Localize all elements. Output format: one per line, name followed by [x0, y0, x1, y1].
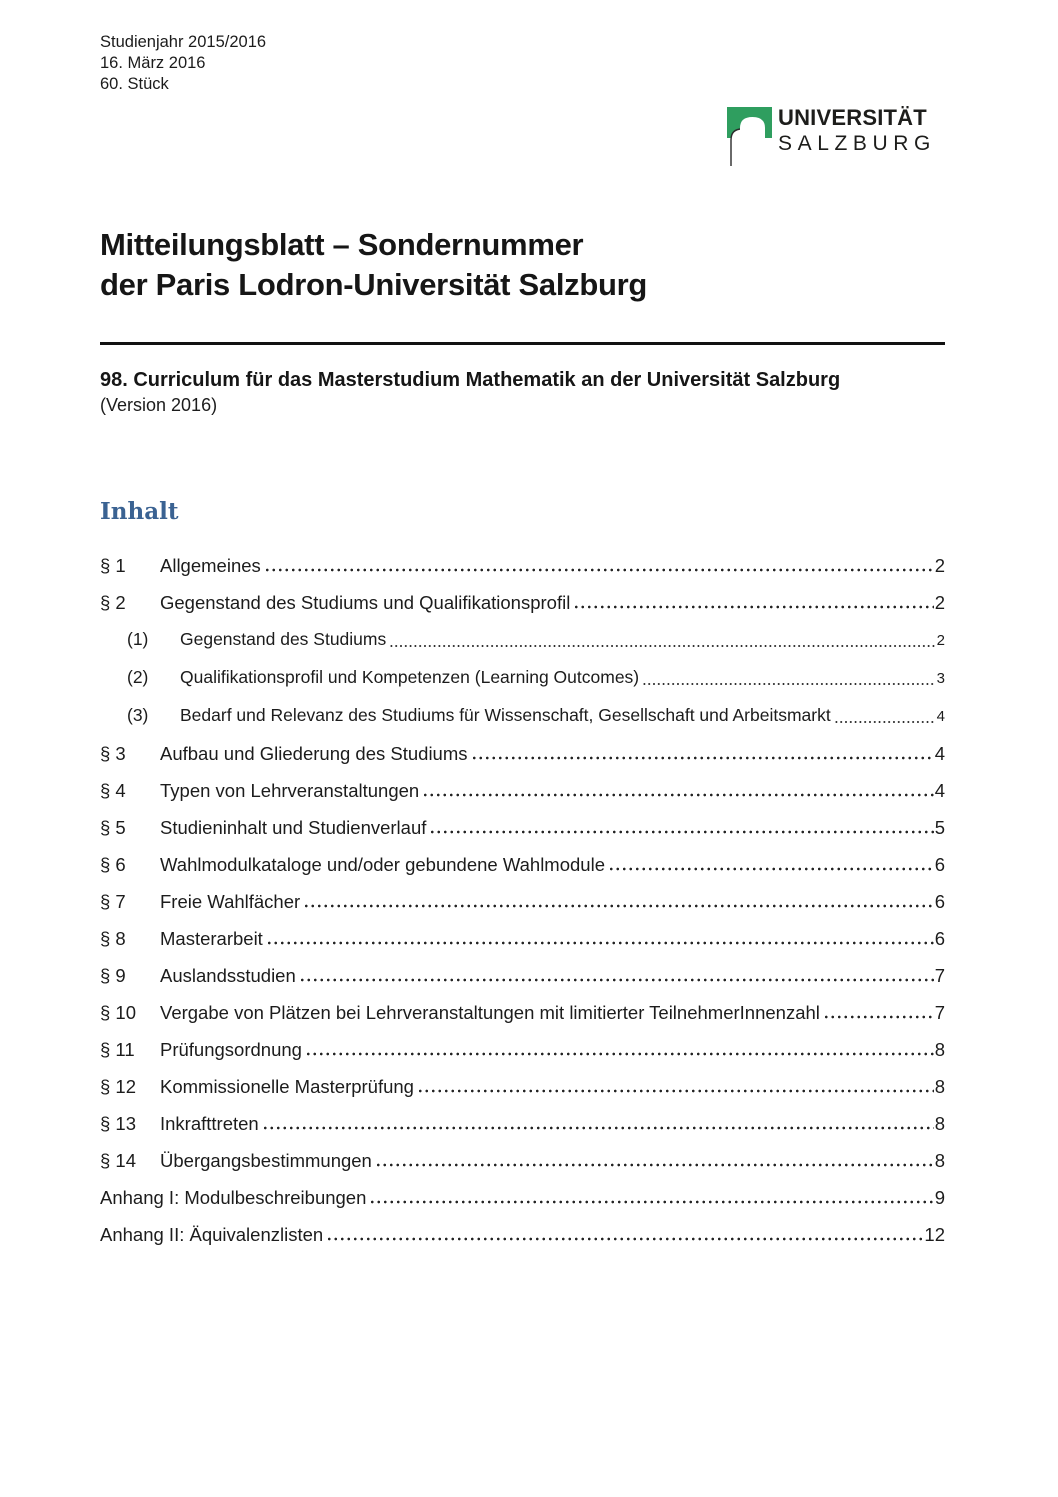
toc-entry[interactable]: [100, 1031, 945, 1068]
toc-entry-label: Bedarf und Relevanz des Studiums für Wissenschaft, Gesellschaft und Arbeitsmarkt: [180, 705, 831, 725]
toc-entry-page-number: 2: [936, 632, 945, 649]
toc-entry-label: Anhang I: Modulbeschreibungen: [100, 1187, 367, 1208]
toc-entry-page-number: 5: [934, 817, 945, 838]
toc-entry-page-number: 8: [934, 1076, 945, 1097]
toc-entry-number: (1): [127, 629, 149, 649]
toc-entry-number: (2): [127, 667, 149, 687]
issue-info: [100, 32, 266, 95]
curriculum-heading: 98. Curriculum für das Masterstudium Mathematik an der Universität Salzburg: [100, 369, 841, 391]
toc-entry[interactable]: [100, 584, 945, 621]
toc-entry-number: § 11: [100, 1039, 135, 1060]
toc-entry-page-number: 8: [934, 1150, 945, 1171]
toc-entry-label: Übergangsbestimmungen: [160, 1150, 372, 1171]
toc-entry-number: § 7: [100, 891, 126, 912]
toc-dot-leader: [389, 644, 935, 648]
page-title-line2: der Paris Lodron-Universität Salzburg: [100, 267, 648, 302]
toc-entry-page-number: 7: [934, 1002, 945, 1023]
toc-entry[interactable]: [100, 846, 945, 883]
toc-entry[interactable]: [100, 1068, 945, 1105]
toc-entry[interactable]: [100, 697, 945, 735]
toc-list: [100, 547, 945, 1253]
toc-entry-page-number: 4: [934, 780, 945, 801]
toc-entry-label: Vergabe von Plätzen bei Lehrveranstaltungen mit limitierter TeilnehmerInnenzahl: [160, 1002, 820, 1023]
toc-entry-label: Studieninhalt und Studienverlauf: [160, 817, 427, 838]
toc-entry-label: Auslandsstudien: [160, 965, 296, 986]
toc-entry-label: Prüfungsordnung: [160, 1039, 302, 1060]
toc-entry-page-number: 3: [936, 670, 945, 687]
page-content: [100, 225, 945, 1253]
university-logo: [727, 104, 936, 166]
toc-dot-leader: [573, 605, 933, 609]
toc-dot-leader: [417, 1089, 934, 1093]
toc-entry-page-number: 6: [934, 891, 945, 912]
toc-entry-number: § 5: [100, 817, 126, 838]
toc-entry-label: Gegenstand des Studiums: [180, 629, 387, 649]
toc-entry-label: Aufbau und Gliederung des Studiums: [160, 743, 468, 764]
toc-entry[interactable]: [100, 957, 945, 994]
toc-entry-page-number: 4: [934, 743, 945, 764]
toc-entry-number: § 2: [100, 592, 126, 613]
toc-entry-number: § 4: [100, 780, 126, 801]
toc-entry-page-number: 4: [936, 708, 945, 725]
toc-entry-label: Kommissionelle Masterprüfung: [160, 1076, 414, 1097]
toc-entry[interactable]: [100, 1142, 945, 1179]
toc-entry-number: § 12: [100, 1076, 137, 1097]
toc-entry-label: Anhang II: Äquivalenzlisten: [100, 1224, 324, 1245]
page-title: [100, 225, 945, 305]
logo-salzburg-text: SALZBURG: [778, 132, 936, 155]
toc-entry[interactable]: [100, 1216, 945, 1253]
toc-entry-number: § 6: [100, 854, 126, 875]
toc-dot-leader: [422, 793, 934, 797]
toc-dot-leader: [262, 1126, 934, 1130]
university-salzburg-arch-icon: [727, 104, 773, 166]
toc-entry-number: § 14: [100, 1150, 137, 1171]
toc-heading: Inhalt: [100, 498, 179, 525]
toc-entry[interactable]: [100, 1105, 945, 1142]
toc-dot-leader: [303, 904, 934, 908]
university-logo-wordmark: [778, 104, 936, 157]
toc-dot-leader: [375, 1163, 934, 1167]
toc-entry-label: Qualifikationsprofil und Kompetenzen (Learning Outcomes): [180, 667, 640, 687]
toc-entry[interactable]: [100, 920, 945, 957]
toc-entry[interactable]: [100, 883, 945, 920]
toc-entry-label: Gegenstand des Studiums und Qualifikationsprofil: [160, 592, 571, 613]
logo-universitaet-text: UNIVERSITÄT: [778, 105, 927, 130]
toc-dot-leader: [823, 1015, 934, 1019]
toc-dot-leader: [471, 756, 934, 760]
toc-entry-page-number: 2: [934, 555, 945, 576]
toc-dot-leader: [305, 1052, 934, 1056]
page-header: [0, 0, 1058, 195]
toc-entry-page-number: 9: [934, 1187, 945, 1208]
title-divider: [100, 342, 945, 345]
toc-entry-page-number: 2: [934, 592, 945, 613]
toc-entry-label: Typen von Lehrveranstaltungen: [160, 780, 420, 801]
toc-dot-leader: [299, 978, 934, 982]
toc-dot-leader: [429, 830, 933, 834]
toc-entry-page-number: 7: [934, 965, 945, 986]
toc-dot-leader: [264, 568, 934, 572]
toc-entry[interactable]: [100, 994, 945, 1031]
curriculum-version: (Version 2016): [100, 395, 218, 415]
toc-entry-number: § 1: [100, 555, 126, 576]
toc-entry[interactable]: [100, 621, 945, 659]
toc-dot-leader: [266, 941, 934, 945]
toc-dot-leader: [642, 682, 936, 686]
toc-entry-number: (3): [127, 705, 149, 725]
toc-entry-number: § 13: [100, 1113, 137, 1134]
page-title-line1: Mitteilungsblatt – Sondernummer: [100, 227, 584, 262]
toc-entry-number: § 8: [100, 928, 126, 949]
toc-entry-number: § 3: [100, 743, 126, 764]
toc-entry[interactable]: [100, 547, 945, 584]
toc-entry[interactable]: [100, 772, 945, 809]
toc-entry-label: Inkrafttreten: [160, 1113, 259, 1134]
toc-entry-number: § 10: [100, 1002, 137, 1023]
toc-entry-label: Allgemeines: [160, 555, 261, 576]
toc-dot-leader: [326, 1237, 923, 1241]
toc-entry-page-number: 8: [934, 1039, 945, 1060]
toc-dot-leader: [608, 867, 934, 871]
toc-dot-leader: [834, 720, 936, 724]
issue-number: 60. Stück: [100, 75, 169, 93]
toc-entry-label: Masterarbeit: [160, 928, 263, 949]
toc-entry[interactable]: [100, 735, 945, 772]
toc-entry[interactable]: [100, 1179, 945, 1216]
toc-entry-number: § 9: [100, 965, 126, 986]
toc-entry-label: Wahlmodulkataloge und/oder gebundene Wahlmodule: [160, 854, 605, 875]
toc-entry-page-number: 6: [934, 854, 945, 875]
toc-entry-page-number: 12: [924, 1224, 945, 1245]
toc-dot-leader: [369, 1200, 933, 1204]
toc-entry-page-number: 6: [934, 928, 945, 949]
issue-date: 16. März 2016: [100, 54, 206, 72]
toc-entry[interactable]: [100, 659, 945, 697]
toc-entry-page-number: 8: [934, 1113, 945, 1134]
issue-study-year: Studienjahr 2015/2016: [100, 33, 267, 51]
toc-entry[interactable]: [100, 809, 945, 846]
toc-entry-label: Freie Wahlfächer: [160, 891, 301, 912]
